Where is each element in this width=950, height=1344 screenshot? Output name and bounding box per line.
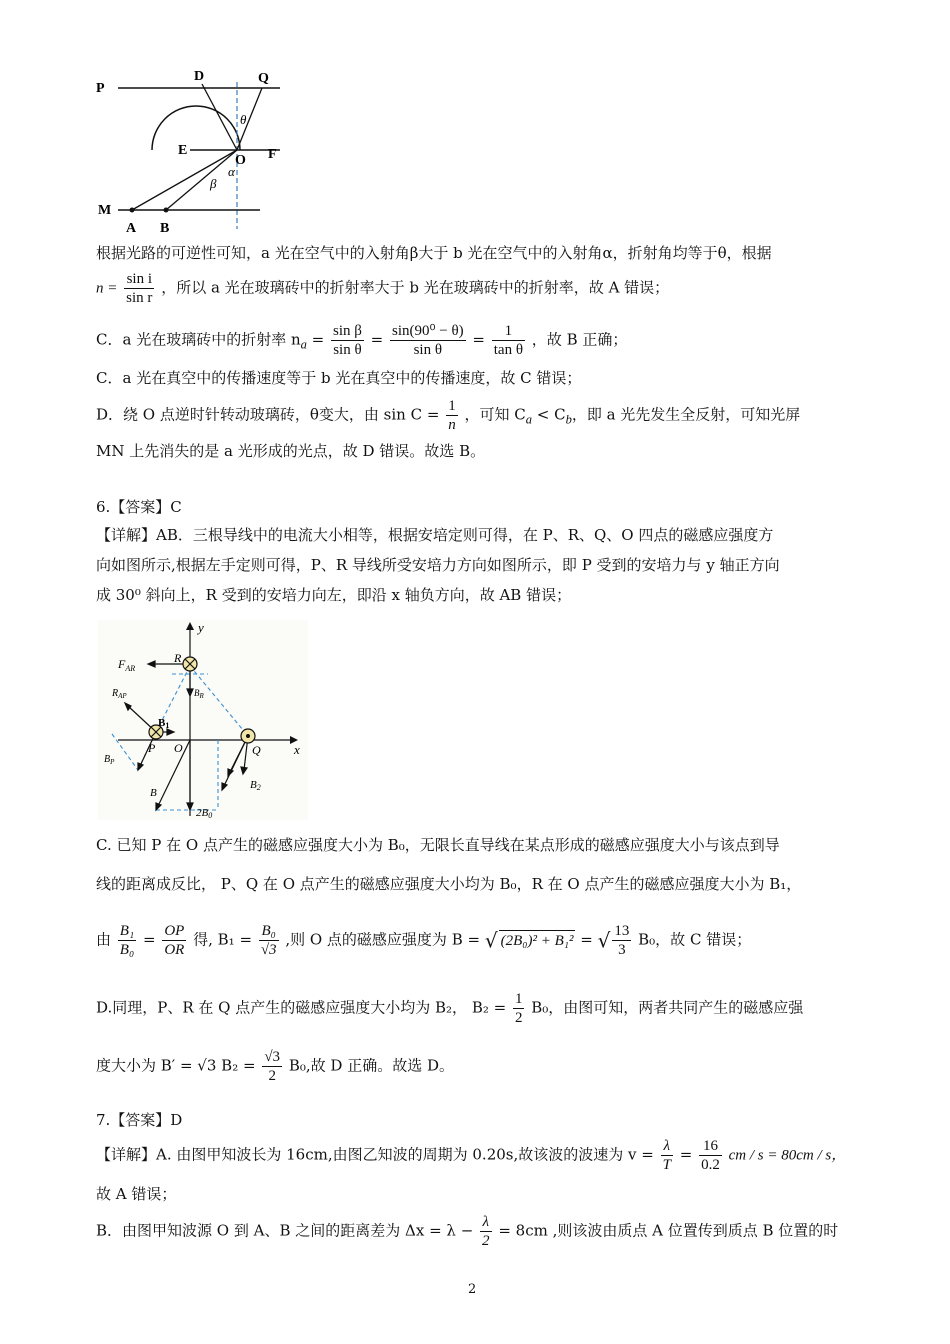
q6-c-line-3: 由 $\frac{\text{B₁}}{\text{B₀}}$ = $\frac{OP}{OR}$ 得, B₁ = $\frac{\text{B₀}}{√3}$ ,则 O 点的磁感应强度为 B = √ (2B₀)² + B₁² = √ $\frac{13}{3}$ B₀，故 C 错误；: [96, 923, 752, 958]
q6-d-line-1: D.同理，P、R 在 Q 点产生的磁感应强度大小均为 B₂， B₂ = $\frac{1}{2}$ B₀，由图可知，两者共同产生的磁感应强: [96, 991, 804, 1026]
q6-d-line-2: 度大小为 B′ = √3 B₂ = $\frac{√3}{2}$ B₀,故 D 正确。故选 D。: [96, 1049, 455, 1084]
q5-line-4: C．a 光在真空中的传播速度等于 b 光在真空中的传播速度，故 C 错误；: [96, 369, 582, 387]
label-d: D: [194, 69, 205, 84]
ray-b: [166, 150, 237, 210]
q7-a-line-2: 故 A 错误；: [96, 1185, 177, 1203]
label-o: O: [174, 741, 183, 755]
label-e: E: [178, 143, 188, 158]
point-b: [164, 208, 169, 213]
label-p: P: [96, 81, 105, 96]
q7-answer: 7.【答案】D: [96, 1111, 183, 1129]
optics-figure: [90, 64, 280, 242]
label-b: B: [160, 221, 170, 236]
label-br: $B_R$: [194, 688, 204, 700]
q6-c-line-1: C. 已知 P 在 O 点产生的磁感应强度大小为 B₀，无限长直导线在某点形成的磁感应强度大小与该点到导: [96, 836, 780, 854]
q6-c-line-2: 线的距离成反比， P、Q 在 O 点产生的磁感应强度大小均为 B₀，R 在 O 点产生的磁感应强度大小为 B₁，: [96, 875, 802, 893]
q5-line-2: n = $\frac{\text{sin i}}{\text{sin r}}$ ，所以 a 光在玻璃砖中的折射率大于 b 光在玻璃砖中的折射率，故 A 错误；: [96, 271, 670, 306]
label-far: $F_{AR}$: [118, 657, 136, 673]
ray-d: [202, 84, 237, 150]
q5-line-6: MN 上先消失的是 a 光形成的光点，故 D 错误。故选 B。: [96, 442, 486, 460]
label-p: P: [148, 741, 156, 755]
label-alpha: α: [228, 164, 235, 179]
ray-a: [132, 150, 237, 210]
label-f: F: [268, 147, 277, 162]
label-rap: $R_{AP}$: [112, 688, 127, 700]
label-x: x: [294, 742, 300, 757]
label-q: Q: [252, 743, 261, 757]
label-a: A: [126, 221, 137, 236]
wire-q: [241, 729, 255, 743]
label-y: y: [198, 620, 204, 635]
wire-r: [183, 657, 197, 671]
point-a: [130, 208, 135, 213]
q5-line-5: D．绕 O 点逆时针转动玻璃砖，θ变大，由 sin C = $\frac{1}{n}$ ，可知 $C_a < C_b$，即 a 光先发生全反射，可知光屏: [96, 398, 801, 433]
label-q: Q: [258, 71, 269, 86]
q6-detail-1: 【详解】AB．三根导线中的电流大小相等，根据安培定则可得，在 P、R、Q、O 四点的磁感应强度方: [96, 526, 774, 544]
label-o: O: [235, 153, 246, 168]
q5-line-1: 根据光路的可逆性可知，a 光在空气中的入射角β大于 b 光在空气中的入射角α，折射角均等于θ，根据: [96, 244, 772, 262]
label-beta: β: [210, 176, 217, 191]
label-m: M: [98, 203, 112, 218]
label-r: R: [174, 651, 182, 665]
q7-b-line-1: B．由图甲知波源 O 到 A、B 之间的距离差为 Δx = λ − $\frac{\lambda}{2}$ = 8cm ,则该波由质点 A 位置传到质点 B 位置的时: [96, 1214, 839, 1249]
magnetic-figure: [98, 620, 308, 820]
label-b: B: [150, 787, 157, 799]
q5-line-3: C．a 光在玻璃砖中的折射率 $n_a$ = $\frac{\text{sin β}}{\text{sin θ}}$ = $\frac{\text{sin(90⁰ − θ)}}{\text{sin θ}}$ = $\frac{1}{\text{tan θ}}$ ，故 B 正确；: [96, 323, 628, 358]
q7-a-line-1: 【详解】A. 由图甲知波长为 16cm,由图乙知波的周期为 0.20s,故该波的波速为 v = $\frac{\lambda}{T}$ = $\frac{16}{0.2}$ cm / s = 80cm / s，: [96, 1138, 847, 1173]
label-b2: B2: [250, 779, 261, 792]
q6-detail-2: 向如图所示,根据左手定则可得，P、R 导线所受安培力方向如图所示，即 P 受到的安培力与 y 轴正方向: [96, 556, 780, 574]
q6-detail-3: 成 30⁰ 斜向上，R 受到的安培力向左，即沿 x 轴负方向，故 AB 错误；: [96, 586, 572, 604]
q6-answer: 6.【答案】C: [96, 498, 182, 516]
label-bp: $B_P$: [104, 754, 115, 766]
label-b1: B1: [158, 717, 170, 730]
label-2b0: 2B0: [196, 807, 213, 820]
page-number: 2: [468, 1282, 477, 1297]
label-theta: θ: [240, 112, 247, 127]
semicircle-glass: [152, 106, 240, 150]
